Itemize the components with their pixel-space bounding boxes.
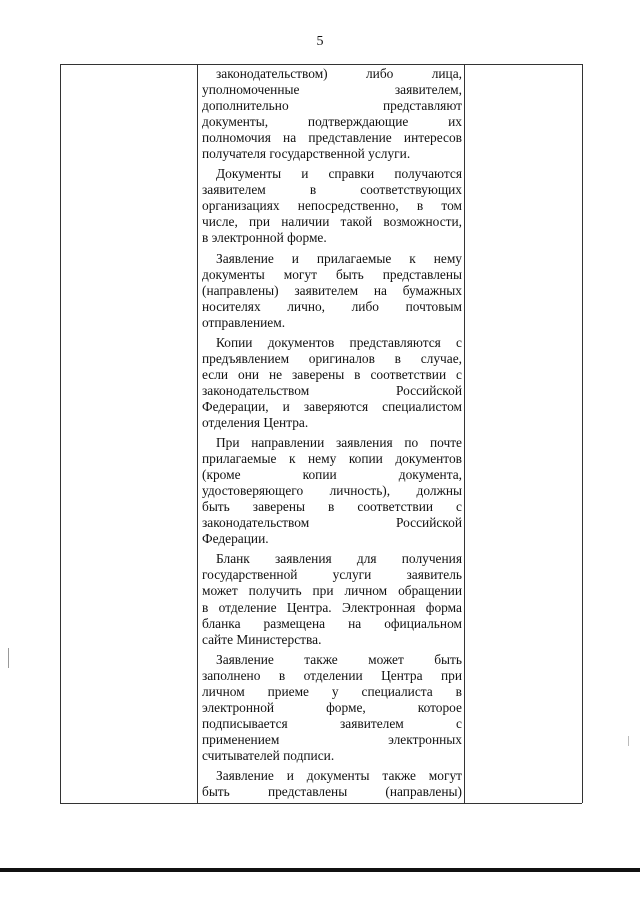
text-line: удостоверяющего личность), должны	[202, 483, 462, 499]
text-line: числе, при наличии такой возможности,	[202, 214, 462, 230]
text-line: Документы и справки получаются	[216, 166, 462, 182]
text-line: быть представлены (направлены)	[202, 784, 462, 800]
text-line: документы могут быть представлены	[202, 266, 462, 282]
text-line: Бланк заявления для получения	[216, 551, 462, 567]
text-line: законодательством Российской	[202, 515, 462, 531]
text-line: считывателей подписи.	[202, 747, 335, 763]
text-line: прилагаемые к нему копии документов	[202, 451, 462, 467]
paragraph	[202, 768, 462, 800]
scan-artifact-left	[8, 648, 9, 668]
text-line: Заявление и прилагаемые к нему	[216, 250, 462, 266]
text-line: организациях непосредственно, в том	[202, 198, 462, 214]
paragraph	[202, 251, 462, 331]
paragraph	[202, 435, 462, 547]
text-line: Федерации.	[202, 531, 269, 547]
text-line: Заявление также может быть	[216, 651, 462, 667]
text-line: отделения Центра.	[202, 414, 309, 430]
paragraph	[202, 652, 462, 764]
text-line: (направлены) заявителем на бумажных	[202, 282, 462, 298]
text-line: Федерации, и заверяются специалистом	[202, 398, 462, 414]
table-divider-1	[197, 64, 198, 803]
text-line: отправлением.	[202, 314, 286, 330]
text-line: законодательством Российской	[202, 382, 462, 398]
text-line: Заявление и документы также могут	[216, 767, 462, 783]
text-line: (кроме копии документа,	[202, 467, 462, 483]
text-line: электронной форме, которое	[202, 699, 462, 715]
page-number: 5	[316, 34, 324, 49]
text-line: законодательством) либо лица,	[216, 66, 462, 81]
text-line: При направлении заявления по почте	[216, 435, 462, 451]
text-line: подписывается заявителем с	[202, 715, 462, 731]
text-line: сайте Министерства.	[202, 631, 322, 647]
text-line: может получить при личном обращении	[202, 583, 462, 599]
paragraph	[202, 166, 462, 246]
text-line: получателя государственной услуги.	[202, 146, 411, 162]
text-line: Копии документов представляются с	[216, 334, 462, 350]
text-line: уполномоченные заявителем,	[202, 82, 462, 98]
text-line: государственной услуги заявитель	[202, 567, 462, 583]
text-line: личном приеме у специалиста в	[202, 683, 462, 699]
table-divider-2	[464, 64, 465, 803]
text-line: дополнительно представляют	[202, 98, 462, 114]
scan-artifact-right	[628, 736, 629, 746]
text-line: заполнено в отделении Центра при	[202, 667, 462, 683]
document-body-column	[202, 66, 462, 804]
paragraph	[202, 551, 462, 647]
text-line: применением электронных	[202, 731, 462, 747]
text-line: предъявлением оригиналов в случае,	[202, 350, 462, 366]
table-border-right	[582, 64, 583, 803]
text-line: в электронной форме.	[202, 230, 327, 246]
text-line: быть заверены в соответствии с	[202, 499, 462, 515]
text-line: бланка размещена на официальном	[202, 615, 462, 631]
text-line: если они не заверены в соответствии с	[202, 366, 462, 382]
table-border-left	[60, 64, 61, 803]
text-line: в отделение Центра. Электронная форма	[202, 599, 462, 615]
paragraph	[202, 66, 462, 162]
text-line: полномочия на представление интересов	[202, 130, 462, 146]
footer-rule	[0, 868, 640, 872]
text-line: документы, подтверждающие их	[202, 114, 462, 130]
text-line: заявителем в соответствующих	[202, 182, 462, 198]
paragraph	[202, 335, 462, 431]
text-line: носителях лично, либо почтовым	[202, 298, 462, 314]
